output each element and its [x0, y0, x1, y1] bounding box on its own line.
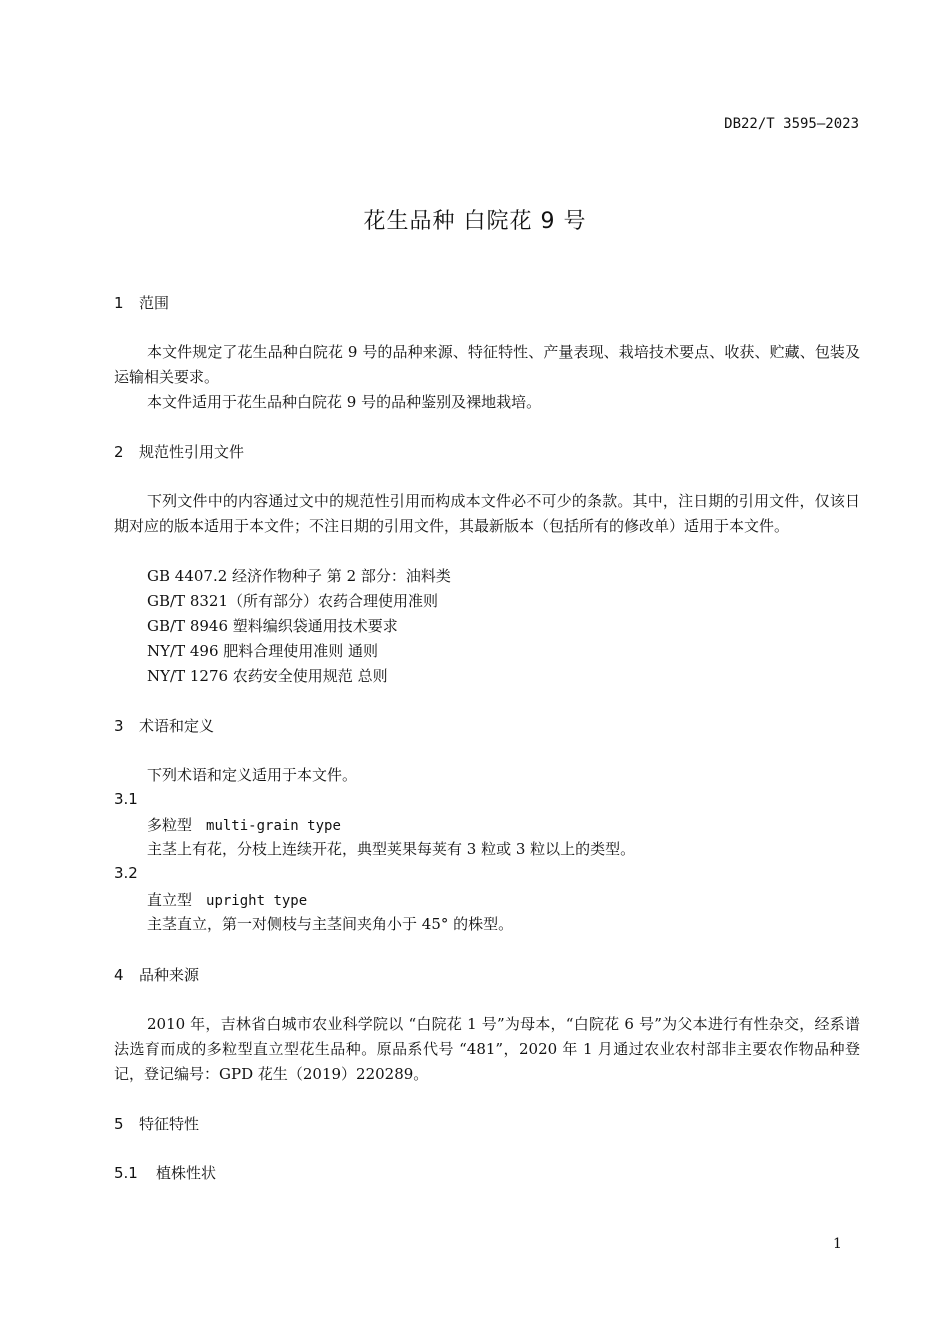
reference-item: GB/T 8321（所有部分）农药合理使用准则 — [147, 592, 439, 610]
section-title: 范围 — [139, 294, 170, 312]
section-1-heading — [114, 292, 169, 313]
section-title: 术语和定义 — [139, 717, 215, 735]
terms-intro: 下列术语和定义适用于本文件。 — [147, 766, 358, 784]
term-heading — [147, 889, 307, 910]
references-intro: 下列文件中的内容通过文中的规范性引用而构成本文件必不可少的条款。其中，注日期的引用文件，仅该日期对应的版本适用于本文件；不注日期的引用文件，其最新版本（包括所有的修改单）适用于本文件。 — [114, 492, 860, 535]
subsection-5-1-heading — [114, 1162, 216, 1183]
term-en: multi-grain type — [206, 818, 341, 834]
document-title: 花生品种 白院花 9 号 — [363, 209, 587, 234]
section-2-heading — [114, 441, 244, 462]
section-number: 3 — [114, 717, 124, 735]
section-title: 规范性引用文件 — [139, 443, 245, 461]
section-number: 1 — [114, 294, 124, 312]
section-number: 2 — [114, 443, 124, 461]
reference-item: NY/T 1276 农药安全使用规范 总则 — [147, 667, 388, 685]
term-definition: 主茎直立，第一对侧枝与主茎间夹角小于 45° 的株型。 — [147, 915, 514, 933]
section-5-heading — [114, 1113, 199, 1134]
scope-paragraph-1: 本文件规定了花生品种白院花 9 号的品种来源、特征特性、产量表现、栽培技术要点、收获、贮藏、包装及运输相关要求。 — [114, 343, 860, 386]
term-number: 3.1 — [114, 790, 138, 808]
standard-number: DB22/T 3595—2023 — [724, 116, 859, 132]
origin-paragraph: 2010 年，吉林省白城市农业科学院以 “白院花 1 号”为母本，“白院花 6 号”为父本进行有性杂交，经系谱法选育而成的多粒型直立型花生品种。原品系代号 “481”，2020 年 1 月通过农业农村部非主要农作物品种登记，登记编号：GPD 花生（2019）220289。 — [114, 1015, 860, 1083]
scope-paragraph-2: 本文件适用于花生品种白院花 9 号的品种鉴别及裸地栽培。 — [147, 393, 542, 411]
page-number: 1 — [833, 1236, 842, 1252]
term-zh: 直立型 — [147, 891, 193, 909]
section-title: 植株性状 — [156, 1164, 217, 1182]
section-title: 特征特性 — [139, 1115, 200, 1133]
section-title: 品种来源 — [139, 966, 200, 984]
reference-item: GB 4407.2 经济作物种子 第 2 部分：油料类 — [147, 567, 451, 585]
term-number: 3.2 — [114, 864, 138, 882]
term-heading — [147, 814, 341, 835]
term-en: upright type — [206, 893, 308, 909]
term-definition: 主茎上有花，分枝上连续开花，典型荚果每荚有 3 粒或 3 粒以上的类型。 — [147, 840, 636, 858]
section-number: 4 — [114, 966, 124, 984]
section-4-heading — [114, 964, 199, 985]
reference-item: NY/T 496 肥料合理使用准则 通则 — [147, 642, 379, 660]
section-number: 5 — [114, 1115, 124, 1133]
section-number: 5.1 — [114, 1164, 138, 1182]
reference-item: GB/T 8946 塑料编织袋通用技术要求 — [147, 617, 398, 635]
section-3-heading — [114, 715, 214, 736]
term-zh: 多粒型 — [147, 816, 193, 834]
